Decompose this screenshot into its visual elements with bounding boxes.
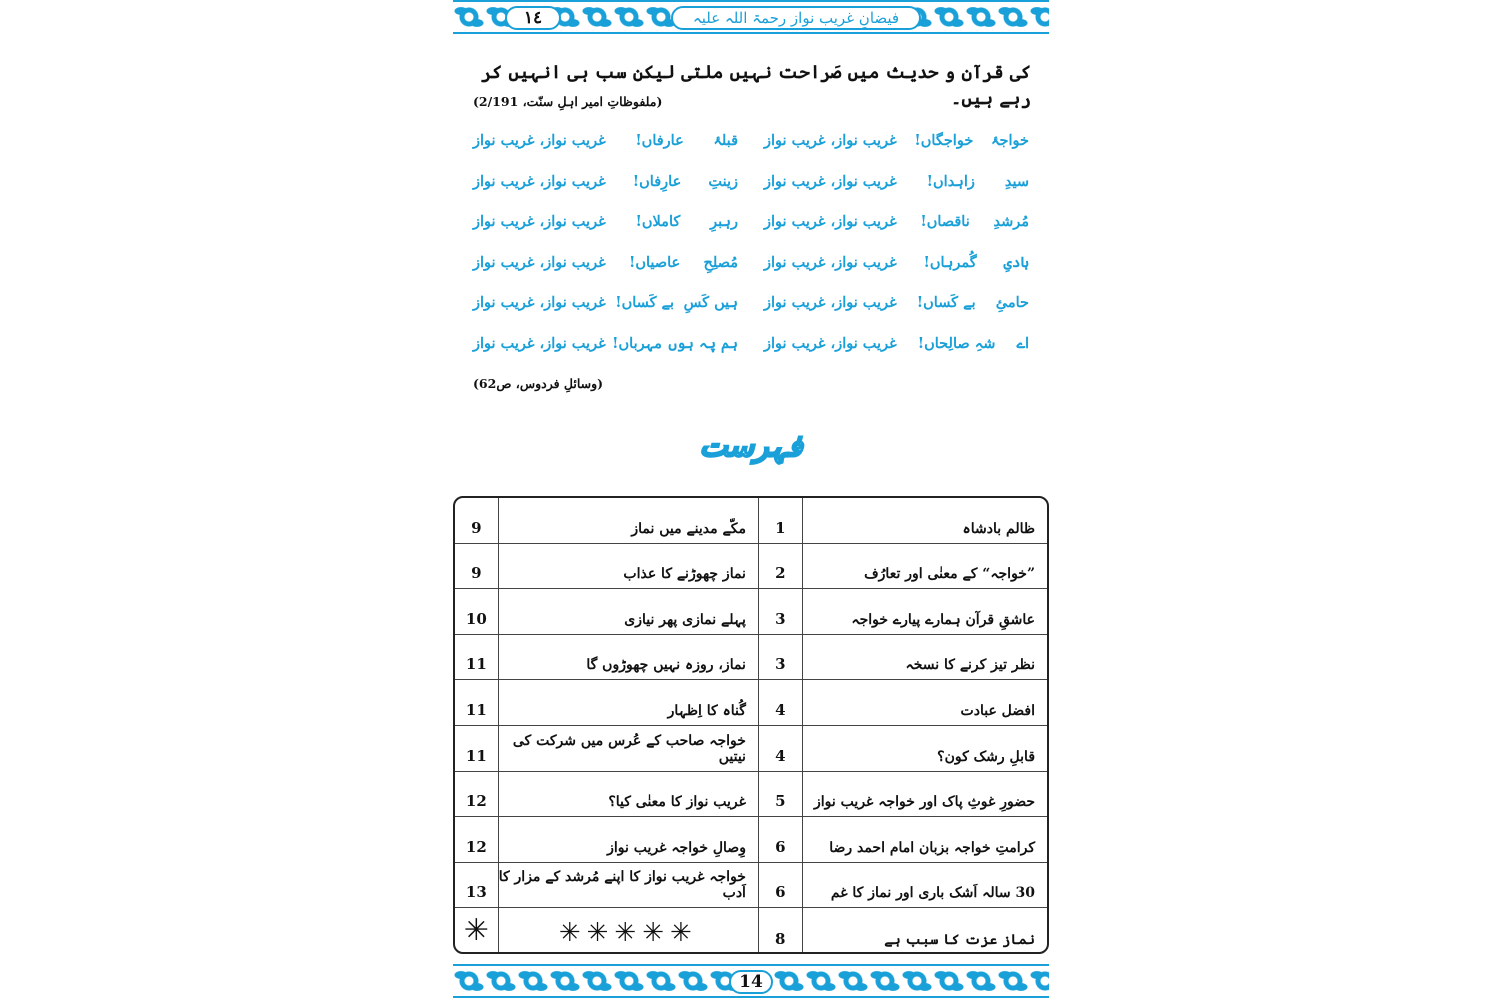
verse-second-hemistich — [473, 173, 738, 214]
verse-word: گُمرہاں! — [923, 253, 977, 271]
verse-word: زاہداں! — [926, 172, 975, 190]
toc-page-right: 11 — [455, 635, 499, 680]
toc-table — [453, 496, 1049, 954]
toc-title-right: مکّے مدینے میں نماز — [499, 498, 759, 543]
verse-refrain: غریب نواز، غریب نواز — [764, 172, 897, 190]
intro-citation: (ملفوظاتِ امیر اہلِ سنّت، 2/191) — [473, 94, 663, 109]
table-row — [455, 817, 1047, 863]
header-ornament-band — [453, 0, 1049, 34]
toc-page-right: 10 — [455, 589, 499, 634]
toc-page-right: 12 — [455, 817, 499, 862]
poem-verse — [473, 132, 1029, 173]
toc-title-left: 30 سالہ اَشک باری اور نماز کا غم — [830, 885, 1036, 902]
toc-title-left: حضورِ غوثِ پاک اور خواجہ غریب نواز — [814, 794, 1036, 811]
verse-word: شہِ صالِحاں! — [917, 334, 996, 352]
toc-title-left: نظر تیز کرنے کا نسخہ — [905, 657, 1036, 674]
toc-page-right: 12 — [455, 772, 499, 817]
toc-title-right: نماز، روزہ نہیں چھوڑوں گا — [499, 635, 759, 680]
verse-word: عارفاں! — [635, 132, 684, 149]
toc-title-left: نماز عزت کا سبب ہے — [884, 931, 1035, 948]
verse-word: رہبرِ — [710, 213, 738, 230]
verse-refrain: غریب نواز، غریب نواز — [473, 253, 606, 271]
toc-page-left: 5 — [759, 772, 803, 817]
toc-title-left: افضل عبادت — [960, 702, 1036, 719]
asterisk-row-ornament-icon: ✳✳✳✳✳ — [499, 908, 759, 954]
footer-page-number: 14 — [729, 970, 773, 994]
toc-page-left: 3 — [759, 635, 803, 680]
toc-title-left: عاشقِ قرآن ہمارے پیارے خواجہ — [851, 611, 1036, 628]
toc-title-right: خواجہ صاحب کے عُرس میں شرکت کی نیتیں — [499, 726, 759, 771]
toc-title-left: کرامتِ خواجہ بزبان امام احمد رضا — [829, 839, 1036, 856]
verse-word: ناقصاں! — [920, 213, 970, 230]
verse-first-hemistich — [764, 213, 1029, 254]
table-row — [455, 726, 1047, 772]
verse-word: عارِفاں! — [632, 172, 682, 190]
table-row — [455, 498, 1047, 544]
verse-word: اے — [1016, 334, 1029, 352]
table-row — [455, 544, 1047, 590]
verse-word: خواجگاں! — [914, 132, 974, 149]
verse-word: ہم پہ ہوں — [668, 334, 738, 352]
verse-refrain: غریب نواز، غریب نواز — [473, 334, 606, 352]
toc-title-left: قابلِ رشک کون؟ — [937, 748, 1036, 765]
verse-word: مہرباں! — [612, 334, 662, 352]
toc-page-left: 4 — [759, 680, 803, 725]
verse-first-hemistich — [764, 294, 1029, 335]
toc-title-right: وِصالِ خواجہ غریب نواز — [499, 817, 759, 862]
toc-page-left: 6 — [759, 863, 803, 908]
toc-page-left: 1 — [759, 498, 803, 543]
table-row — [455, 772, 1047, 818]
poem-citation: (وسائلِ فردوس، ص62) — [473, 376, 604, 391]
verse-refrain: غریب نواز، غریب نواز — [764, 294, 897, 311]
toc-heading-ornament — [699, 424, 803, 468]
verse-second-hemistich — [473, 335, 738, 376]
verse-refrain: غریب نواز، غریب نواز — [764, 213, 897, 230]
toc-page-left: 4 — [759, 726, 803, 771]
verse-word: قبلۂ — [713, 132, 738, 149]
intro-paragraph: کی قرآن و حدیث میں صَراحت نہیں ملتی لیکن سب ہی انہیں کر رہے ہیں۔ — [481, 62, 1031, 109]
verse-word: مُصلِحِ — [703, 253, 738, 271]
header-page-number: ١٤ — [505, 6, 561, 30]
toc-title-right: نماز چھوڑنے کا عذاب — [499, 544, 759, 589]
verse-word: ہادیِ — [1003, 253, 1029, 271]
verse-refrain: غریب نواز، غریب نواز — [473, 172, 606, 190]
toc-heading: فہرست — [699, 428, 803, 464]
footer-ornament-band — [453, 964, 1049, 998]
verse-refrain: غریب نواز، غریب نواز — [764, 253, 897, 271]
table-row — [455, 680, 1047, 726]
toc-title-right: پہلے نمازی پھر نیازی — [499, 589, 759, 634]
toc-page-right: 11 — [455, 726, 499, 771]
table-row — [455, 908, 1047, 954]
table-row — [455, 863, 1047, 909]
toc-title-left: ظالم بادشاہ — [962, 520, 1036, 537]
toc-title-left: ”خواجہ“ کے معنٰی اور تعارُف — [864, 566, 1036, 583]
verse-first-hemistich — [764, 173, 1029, 214]
verse-word: عاصیاں! — [628, 253, 681, 271]
toc-title-right: خواجہ غریب نواز کا اپنے مُرشد کے مزار کا اَدب — [499, 863, 759, 908]
poem-verse — [473, 254, 1029, 295]
verse-second-hemistich — [473, 294, 738, 335]
poem-verse — [473, 173, 1029, 214]
poem — [473, 132, 1029, 375]
toc-page-right: 11 — [455, 680, 499, 725]
verse-refrain: غریب نواز، غریب نواز — [764, 132, 897, 149]
poem-verse — [473, 335, 1029, 376]
toc-page-right: 9 — [455, 544, 499, 589]
verse-word: بے کَساں! — [615, 294, 675, 311]
verse-word: سیدِ — [1004, 172, 1029, 190]
verse-first-hemistich — [764, 254, 1029, 295]
toc-page-right: 13 — [455, 863, 499, 908]
toc-page-left: 3 — [759, 589, 803, 634]
verse-word: خواجۂ — [991, 132, 1029, 149]
table-row — [455, 589, 1047, 635]
toc-page-left: 6 — [759, 817, 803, 862]
poem-verse — [473, 213, 1029, 254]
verse-second-hemistich — [473, 254, 738, 295]
poem-verse — [473, 294, 1029, 335]
verse-first-hemistich — [764, 335, 1029, 376]
verse-word: زینتِ — [708, 172, 738, 190]
toc-page-left: 2 — [759, 544, 803, 589]
verse-refrain: غریب نواز، غریب نواز — [473, 132, 606, 149]
verse-refrain: غریب نواز، غریب نواز — [473, 294, 606, 311]
verse-first-hemistich — [764, 132, 1029, 173]
verse-word: بے کَساں! — [916, 294, 976, 311]
toc-page-left: 8 — [759, 908, 803, 954]
verse-refrain: غریب نواز، غریب نواز — [764, 334, 897, 352]
toc-page-right: 9 — [455, 498, 499, 543]
book-page — [453, 0, 1049, 1000]
verse-word: مُرشدِ — [993, 213, 1029, 230]
asterisk-ornament-icon: ✳ — [455, 908, 499, 954]
verse-refrain: غریب نواز، غریب نواز — [473, 213, 606, 230]
toc-title-right: غریب نواز کا معنٰی کیا؟ — [499, 772, 759, 817]
verse-word: حامئِ — [995, 294, 1029, 311]
verse-second-hemistich — [473, 213, 738, 254]
toc-title-right: گُناہ کا اِظہار — [499, 680, 759, 725]
running-title: فیضانِ غریب نواز رحمۃ اللہ علیہ — [671, 6, 921, 30]
verse-second-hemistich — [473, 132, 738, 173]
verse-word: ہیں کَسِ — [683, 294, 738, 311]
table-row — [455, 635, 1047, 681]
verse-word: کاملاں! — [635, 213, 681, 230]
